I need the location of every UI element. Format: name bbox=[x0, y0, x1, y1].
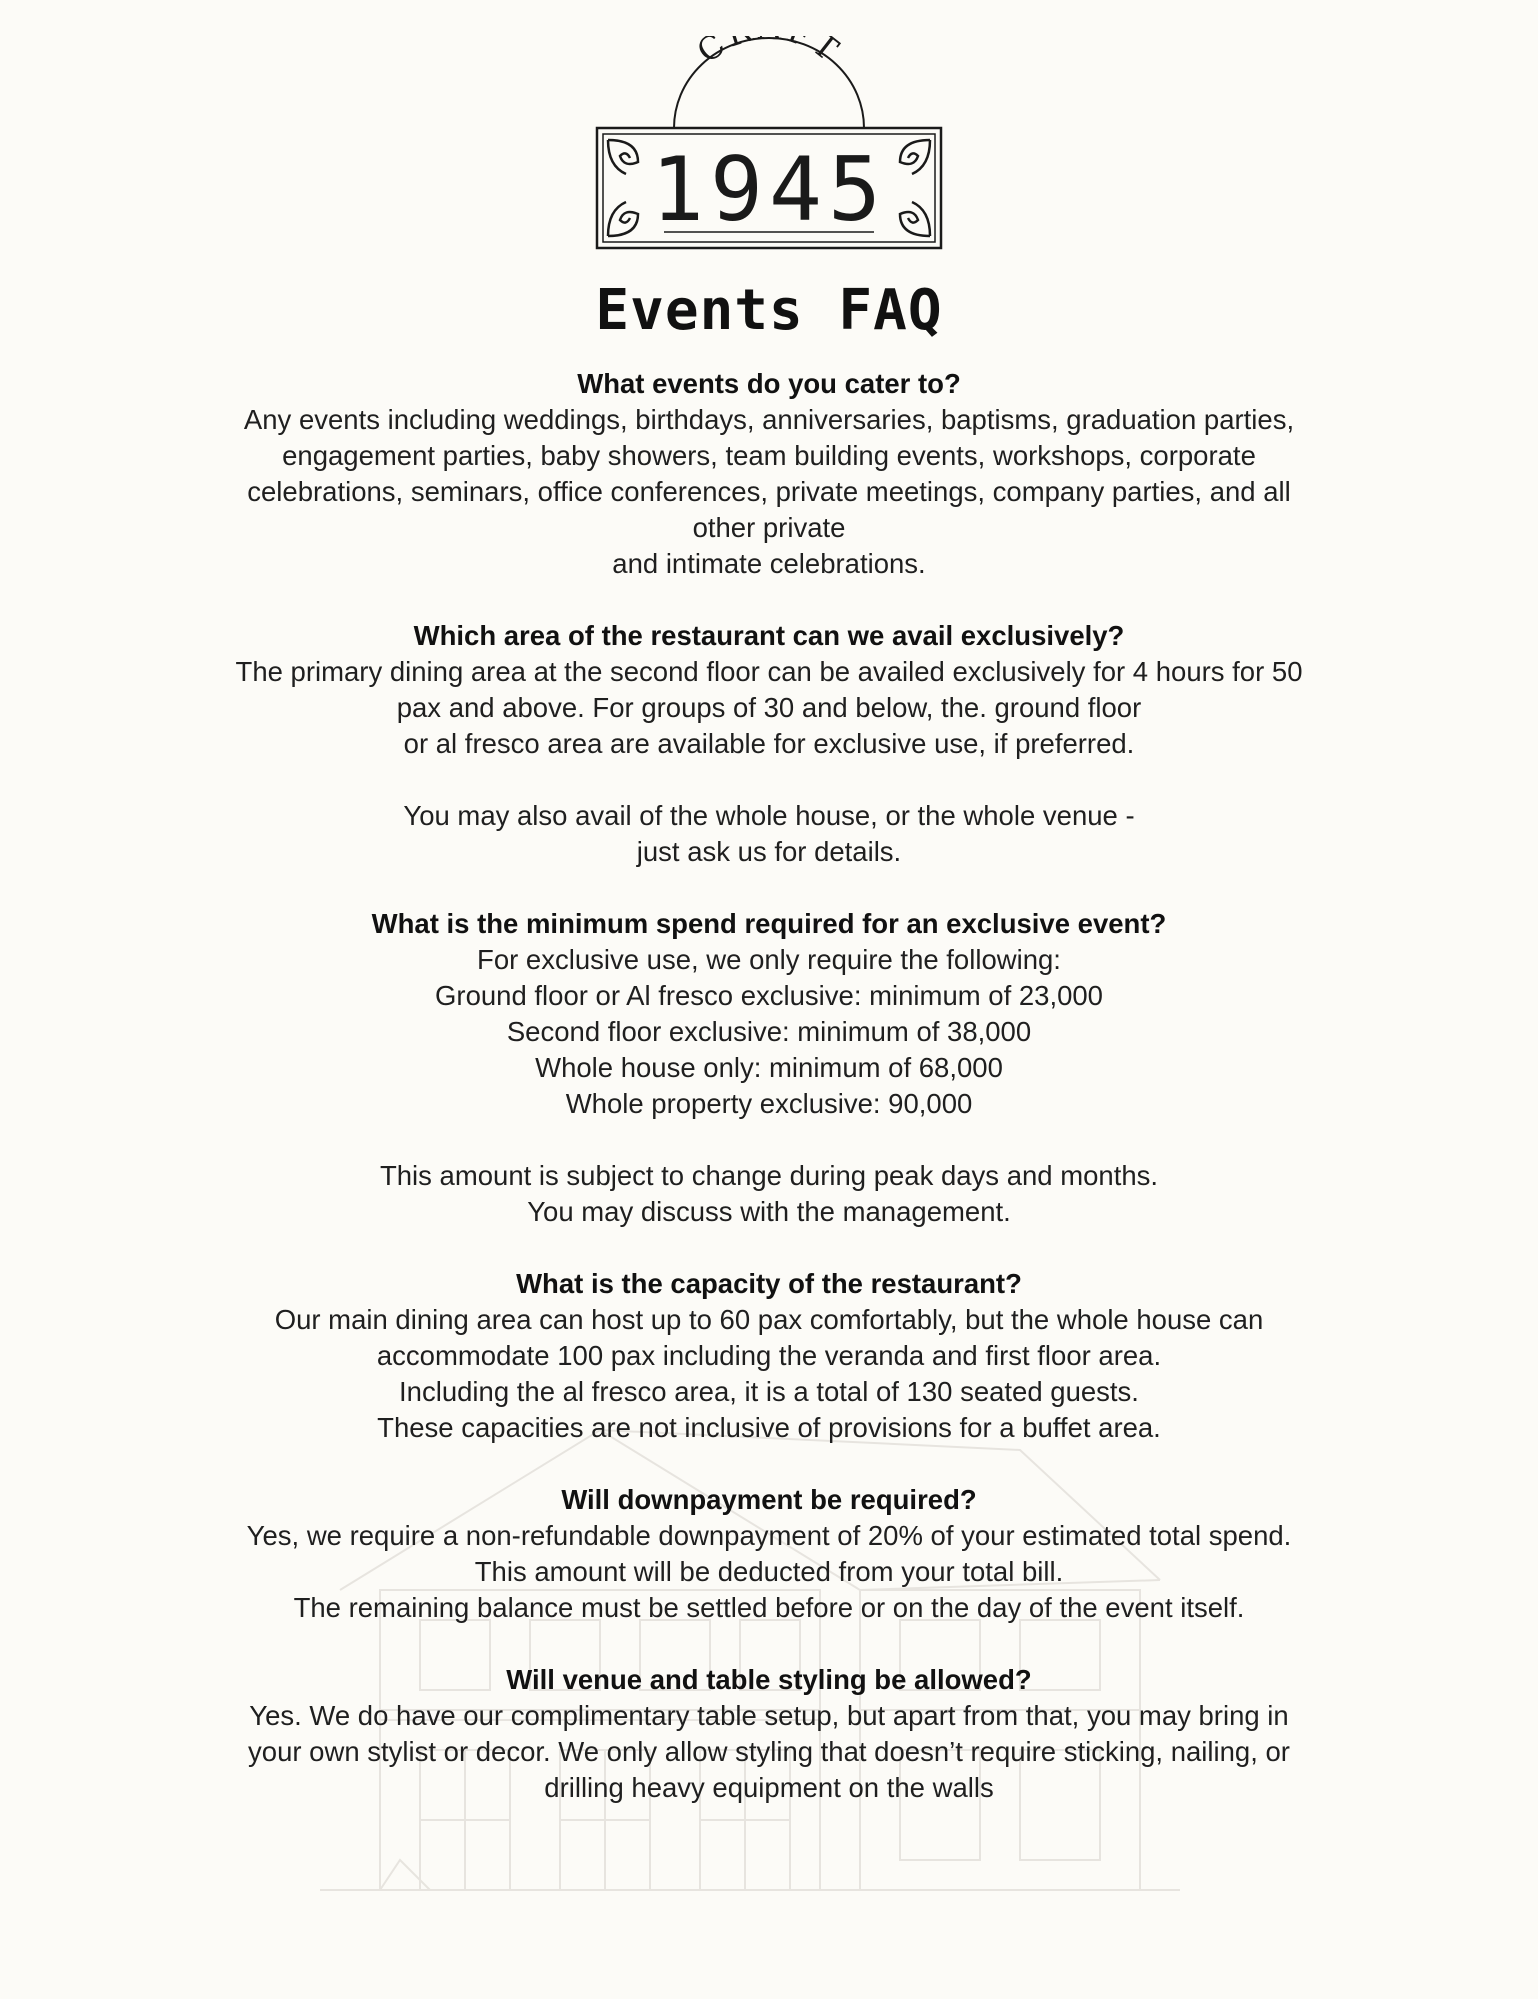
faq-question: Which area of the restaurant can we avail exclusively? bbox=[413, 620, 1125, 651]
faq-question: What is the minimum spend required for an exclusive event? bbox=[371, 908, 1167, 939]
page-title: Events FAQ bbox=[595, 278, 943, 343]
paragraph-gap bbox=[150, 762, 1388, 798]
faq-answer-line: or al fresco area are available for exclusive use, if preferred. bbox=[403, 728, 1135, 759]
faq-answer-line: You may discuss with the management. bbox=[527, 1196, 1011, 1227]
faq-question: Will venue and table styling be allowed? bbox=[506, 1664, 1032, 1695]
paragraph-gap bbox=[150, 1122, 1388, 1158]
faq-answer-line: and intimate celebrations. bbox=[612, 548, 926, 579]
faq-answer-line: your own stylist or decor. We only allow styling that doesn’t require sticking, nailing, or bbox=[248, 1736, 1290, 1767]
faq-answer-line: Ground floor or Al fresco exclusive: minimum of 23,000 bbox=[435, 980, 1103, 1011]
faq-item bbox=[150, 906, 1388, 1230]
faq-answer-line: You may also avail of the whole house, or the whole venue - bbox=[403, 800, 1135, 831]
faq-answer-line: For exclusive use, we only require the following: bbox=[477, 944, 1061, 975]
brand-logo bbox=[594, 36, 944, 251]
faq-answer-line: Yes. We do have our complimentary table setup, but apart from that, you may bring in bbox=[249, 1700, 1289, 1731]
faq-answer-line: Second floor exclusive: minimum of 38,000 bbox=[506, 1016, 1032, 1047]
faq-item bbox=[150, 366, 1388, 582]
faq-answer-line: Our main dining area can host up to 60 pax comfortably, but the whole house can bbox=[274, 1304, 1264, 1335]
faq-answer-line: Whole house only: minimum of 68,000 bbox=[535, 1052, 1003, 1083]
faq-answer-line: other private bbox=[692, 512, 846, 543]
faq-answer-line: The primary dining area at the second floor can be availed exclusively for 4 hours for 50 bbox=[235, 656, 1303, 687]
faq-answer-line: This amount is subject to change during peak days and months. bbox=[379, 1160, 1159, 1191]
faq-question: What is the capacity of the restaurant? bbox=[516, 1268, 1022, 1299]
faq-answer-line: accommodate 100 pax including the veranda and first floor area. bbox=[376, 1340, 1162, 1371]
faq-answer-line: just ask us for details. bbox=[636, 836, 902, 867]
faq-answer-line: Whole property exclusive: 90,000 bbox=[565, 1088, 973, 1119]
faq-answer-line: celebrations, seminars, office conferences, private meetings, company parties, and all bbox=[247, 476, 1291, 507]
faq-question: Will downpayment be required? bbox=[561, 1484, 977, 1515]
logo-year: 1945 bbox=[651, 138, 887, 241]
logo-word: C T bbox=[689, 36, 849, 71]
faq-answer-line: drilling heavy equipment on the walls bbox=[544, 1772, 994, 1803]
faq-item bbox=[150, 1662, 1388, 1806]
faq-item bbox=[150, 1482, 1388, 1626]
faq-answer-line: engagement parties, baby showers, team building events, workshops, corporate bbox=[282, 440, 1256, 471]
faq-answer-line: pax and above. For groups of 30 and below, the. ground floor bbox=[396, 692, 1142, 723]
faq-question: What events do you cater to? bbox=[577, 368, 961, 399]
faq-answer-line: The remaining balance must be settled before or on the day of the event itself. bbox=[293, 1592, 1245, 1623]
faq-item bbox=[150, 618, 1388, 870]
faq-list bbox=[150, 366, 1388, 1842]
faq-answer-line: These capacities are not inclusive of provisions for a buffet area. bbox=[377, 1412, 1161, 1443]
faq-answer-line: Any events including weddings, birthdays, anniversaries, baptisms, graduation parties, bbox=[243, 404, 1295, 435]
faq-item bbox=[150, 1266, 1388, 1446]
faq-answer-line: Yes, we require a non-refundable downpayment of 20% of your estimated total spend. bbox=[246, 1520, 1292, 1551]
faq-answer-line: Including the al fresco area, it is a total of 130 seated guests. bbox=[399, 1376, 1139, 1407]
faq-answer-line: This amount will be deducted from your total bill. bbox=[474, 1556, 1064, 1587]
